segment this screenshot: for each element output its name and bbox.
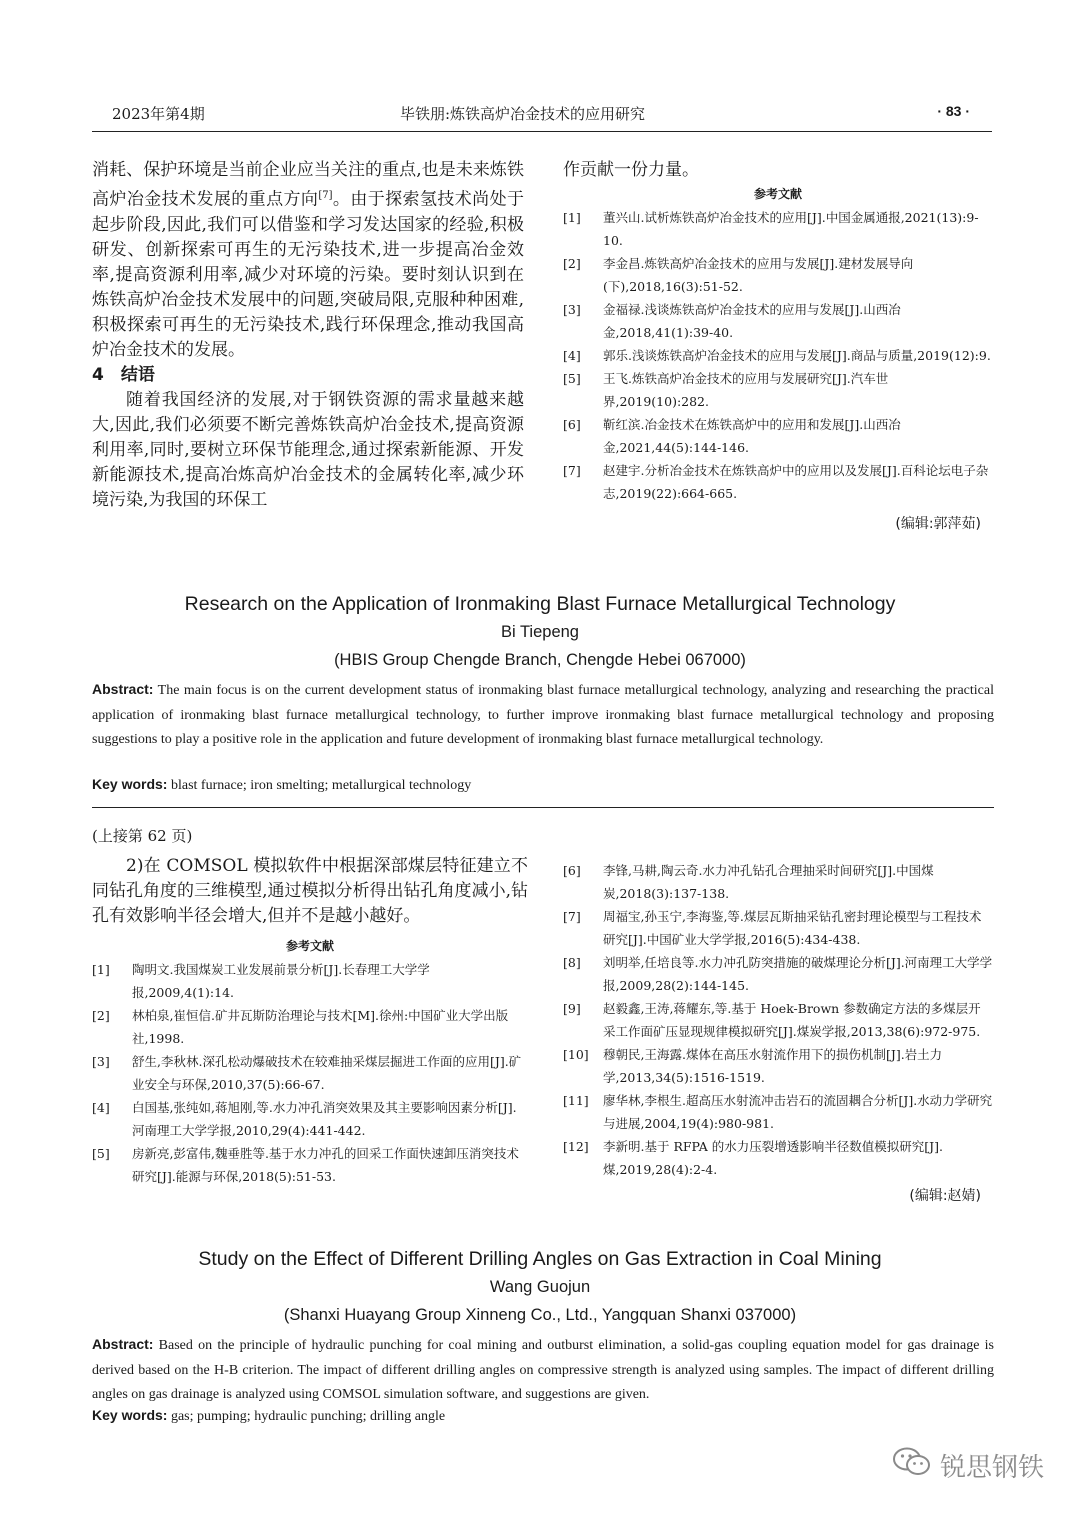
article1-right-column: [563, 158, 993, 533]
references-list-right: [563, 859, 993, 1181]
issue-label: 2023年第4期: [112, 105, 205, 123]
reference-text: 李金昌.炼铁高炉冶金技术的应用与发展[J].建材发展导向(下),2018,16(3):51-52.: [603, 256, 914, 294]
abstract: [92, 1332, 994, 1408]
reference-item: [563, 206, 993, 252]
reference-number: [2]: [563, 256, 581, 271]
page-number: · 83 ·: [937, 103, 970, 119]
reference-item: [92, 1050, 528, 1096]
reference-number: [1]: [92, 962, 110, 977]
editor-credit: (编辑:赵婧): [909, 1188, 981, 1204]
english-title: Study on the Effect of Different Drilling Angles on Gas Extraction in Coal Mining: [198, 1248, 882, 1270]
reference-text: 金福禄.浅谈炼铁高炉冶金技术的应用与发展[J].山西冶金,2018,41(1):39-40.: [603, 302, 901, 340]
abstract: [92, 677, 994, 753]
article-divider: [92, 807, 994, 808]
reference-item: [563, 951, 993, 997]
reference-item: [563, 1089, 993, 1135]
reference-number: [11]: [563, 1093, 589, 1108]
reference-text: 廖华林,李根生.超高压水射流冲击岩石的流固耦合分析[J].水动力学研究与进展,2004,19(4):980-981.: [603, 1093, 993, 1131]
reference-text: 林柏泉,崔恒信.矿井瓦斯防治理论与技术[M].徐州:中国矿业大学出版社,1998.: [132, 1008, 509, 1046]
wechat-icon: [892, 1446, 932, 1485]
english-author: Wang Guojun: [489, 1278, 591, 1296]
keywords: [92, 1407, 994, 1425]
reference-item: [563, 1135, 993, 1181]
references-title: 参考文献: [285, 939, 334, 953]
references-list: [563, 206, 993, 505]
running-title: 毕铁朋:炼铁高炉冶金技术的应用研究: [400, 105, 646, 123]
reference-item: [563, 367, 993, 413]
reference-item: [563, 459, 993, 505]
reference-text: 郭乐.浅谈炼铁高炉冶金技术的应用与发展[J].商品与质量,2019(12):9.: [603, 348, 991, 363]
reference-number: [5]: [92, 1146, 110, 1161]
reference-number: [10]: [563, 1047, 589, 1062]
article1-body-paragraph: 消耗、保护环境是当前企业应当关注的重点,也是未来炼铁高炉冶金技术发展的重点方向[7]。由于探索氢技术尚处于起步阶段,因此,我们可以借鉴和学习发达国家的经验,积极研发、创新探索可再生的无污染技术,进一步提高冶金效率,提高资源利用率,减少对环境的污染。要时刻认识到在炼铁高炉冶金技术发展中的问题,突破局限,克服种种困难,积极探索可再生的无污染技术,践行环保理念,推动我国高炉冶金技术的发展。: [92, 160, 525, 360]
article1-left-column: [92, 158, 524, 513]
abstract-label: Abstract:: [92, 1336, 154, 1352]
keywords: [92, 776, 994, 794]
reference-text: 李锋,马耕,陶云奇.水力冲孔钻孔合理抽采时间研究[J].中国煤炭,2018(3):137-138.: [603, 863, 934, 901]
reference-text: 刘明举,任培良等.水力冲孔防突措施的破煤理论分析[J].河南理工大学学报,2009,28(2):144-145.: [603, 955, 993, 993]
reference-number: [1]: [563, 210, 581, 225]
reference-text: 靳红滨.冶金技术在炼铁高炉中的应用和发展[J].山西冶金,2021,44(5):144-146.: [603, 417, 901, 455]
reference-item: [92, 1142, 528, 1188]
conclusion-paragraph: 随着我国经济的发展,对于钢铁资源的需求量越来越大,因此,我们必须要不断完善炼铁高炉冶金技术,提高资源利用率,同时,要树立环保节能理念,通过探索新能源、开发新能源技术,提高冶炼高炉冶金技术的金属转化率,减少环境污染,为我国的环保工: [92, 389, 524, 510]
reference-number: [9]: [563, 1001, 581, 1016]
reference-item: [92, 958, 528, 1004]
reference-item: [563, 344, 993, 367]
reference-number: [5]: [563, 371, 581, 386]
keywords-text: gas; pumping; hydraulic punching; drilling angle: [167, 1409, 446, 1424]
english-affiliation: (Shanxi Huayang Group Xinneng Co., Ltd., Yangquan Shanxi 037000): [283, 1306, 797, 1324]
reference-text: 李新明.基于 RFPA 的水力压裂增透影响半径数值模拟研究[J].煤,2019,28(4):2-4.: [603, 1139, 944, 1177]
reference-text: 董兴山.试析炼铁高炉冶金技术的应用[J].中国金属通报,2021(13):9-10.: [603, 210, 979, 248]
reference-number: [12]: [563, 1139, 589, 1154]
reference-text: 白国基,张纯如,蒋旭刚,等.水力冲孔消突效果及其主要影响因素分析[J].河南理工大学学报,2010,29(4):441-442.: [132, 1100, 517, 1138]
reference-number: [4]: [563, 348, 581, 363]
reference-number: [3]: [92, 1054, 110, 1069]
reference-number: [7]: [563, 463, 581, 478]
reference-item: [563, 298, 993, 344]
citation: [7]: [318, 190, 333, 201]
reference-item: [563, 252, 993, 298]
watermark-text: 锐思钢铁: [939, 1453, 1044, 1483]
reference-item: [563, 1043, 993, 1089]
article2-right-column: [563, 859, 993, 1205]
reference-text: 王飞.炼铁高炉冶金技术的应用与发展研究[J].汽车世界,2019(10):282.: [603, 371, 889, 409]
reference-text: 周福宝,孙玉宁,李海鉴,等.煤层瓦斯抽采钻孔密封理论模型与工程技术研究[J].中国矿业大学学报,2016(5):434-438.: [603, 909, 982, 947]
reference-text: 赵建宇.分析冶金技术在炼铁高炉中的应用以及发展[J].百科论坛电子杂志,2019(22):664-665.: [603, 463, 989, 501]
continuation-text: 作贡献一份力量。: [563, 160, 699, 180]
continued-from-note: (上接第 62 页): [92, 827, 193, 845]
reference-text: 房新亮,彭富伟,魏垂胜等.基于水力冲孔的回采工作面快速卸压消突技术研究[J].能源与环保,2018(5):51-53.: [132, 1146, 519, 1184]
editor-credit: (编辑:郭萍茹): [895, 516, 981, 532]
reference-number: [3]: [563, 302, 581, 317]
reference-text: 舒生,李秋林.深孔松动爆破技术在较难抽采煤层掘进工作面的应用[J].矿业安全与环保,2010,37(5):66-67.: [132, 1054, 522, 1092]
reference-number: [8]: [563, 955, 581, 970]
references-list-left: [92, 958, 528, 1188]
keywords-label: Key words:: [92, 776, 168, 792]
keywords-text: blast furnace; iron smelting; metallurgical technology: [167, 778, 472, 793]
reference-number: [4]: [92, 1100, 110, 1115]
watermark: [892, 1446, 1044, 1485]
reference-number: [2]: [92, 1008, 110, 1023]
reference-number: [6]: [563, 417, 581, 432]
abstract-text: Based on the principle of hydraulic punching for coal mining and outburst elimination, a solid-gas coupling equation model for gas drainage is derived based on the H-B criterion. The impact of different drilling angles on compressive strength is analyzed using samples. The impact of different drilling angles on gas drainage is analyzed using COMSOL simulation software, and suggestions are given.: [92, 1338, 994, 1402]
references-title: 参考文献: [753, 187, 802, 201]
reference-item: [563, 413, 993, 459]
reference-text: 赵毅鑫,王涛,蒋耀东,等.基于 Hoek-Brown 参数确定方法的多煤层开采工作面矿压显现规律模拟研究[J].煤炭学报,2013,38(6):972-975.: [603, 1001, 981, 1039]
reference-item: [92, 1096, 528, 1142]
running-header: [92, 101, 992, 132]
article2-body-paragraph: 2)在 COMSOL 模拟软件中根据深部煤层特征建立不同钻孔角度的三维模型,通过模拟分析得出钻孔角度减小,钻孔有效影响半径会增大,但并不是越小越好。: [92, 856, 528, 926]
reference-text: 穆朝民,王海露.煤体在高压水射流作用下的损伤机制[J].岩土力学,2013,34(5):1516-1519.: [603, 1047, 943, 1085]
abstract-text: The main focus is on the current development status of ironmaking blast furnace metallurgical technology, analyzing and researching the practical application of ironmaking blast furnace metallurgical technology, to further improve ironmaking blast furnace metallurgical technology and proposing suggestions to play a positive role in the application and future development of ironmaking blast furnace metallurgical technology.: [92, 683, 994, 747]
reference-number: [7]: [563, 909, 581, 924]
reference-item: [563, 859, 993, 905]
reference-item: [563, 997, 993, 1043]
english-affiliation: (HBIS Group Chengde Branch, Chengde Hebei 067000): [334, 651, 746, 669]
article2-left-column: [92, 825, 528, 1188]
english-title: Research on the Application of Ironmaking Blast Furnace Metallurgical Technology: [184, 593, 896, 615]
keywords-label: Key words:: [92, 1407, 168, 1423]
section-heading: 4 结语: [92, 364, 155, 385]
abstract-label: Abstract:: [92, 681, 154, 697]
reference-item: [563, 905, 993, 951]
reference-item: [92, 1004, 528, 1050]
english-author: Bi Tiepeng: [501, 623, 579, 641]
reference-text: 陶明文.我国煤炭工业发展前景分析[J].长春理工大学学报,2009,4(1):14.: [132, 962, 430, 1000]
reference-number: [6]: [563, 863, 581, 878]
